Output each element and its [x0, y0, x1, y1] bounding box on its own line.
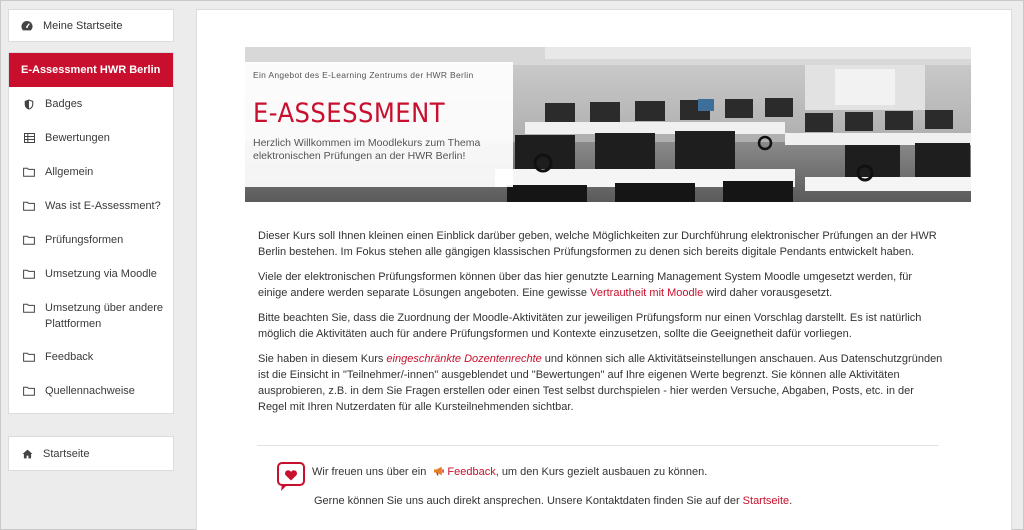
folder-icon — [23, 232, 35, 248]
content-divider — [257, 445, 939, 446]
paragraph-text: und können sich alle Aktivitätseinstellungen anschauen. Aus Datenschutzgründen ist die Einsicht in "Teilnehmer/-innen" ausgeblendet und "Bewertungen" auf Ihre eigenen Werte begrenzt. Sie können alle Aktivitäten ausprobieren, z.B. in dem Sie Fragen erstellen oder einen Test selbst durchspielen - hier werden Versuche, Abgaben, Posts, etc. in der Regel mit Ihren Nutzerdaten für alle Kursteilnehmenden sichtbar. — [258, 353, 943, 413]
folder-icon — [23, 383, 35, 399]
home-icon — [21, 446, 33, 462]
feedback-link[interactable]: Feedback — [447, 466, 496, 478]
sidebar-item-label: Bewertungen — [45, 132, 110, 144]
sidebar — [8, 9, 174, 471]
site-home-card — [8, 436, 174, 471]
intro-paragraph-4 — [258, 351, 943, 415]
sidebar-item-label: Badges — [45, 98, 83, 110]
shield-icon — [23, 96, 35, 112]
sidebar-item-label: Quellennachweise — [45, 385, 135, 397]
main-content — [196, 9, 1012, 530]
my-home-link[interactable] — [8, 9, 174, 42]
site-home-label: Startseite — [43, 447, 90, 460]
startseite-link[interactable]: Startseite — [742, 495, 790, 507]
sidebar-item-label: Umsetzung über andere Plattformen — [45, 302, 164, 330]
sidebar-item-what-is-e-assessment[interactable] — [9, 189, 173, 223]
sidebar-item-badges[interactable] — [9, 87, 173, 121]
feedback-text: Gerne können Sie uns auch direkt ansprechen. Unsere Kontaktdaten finden Sie auf der — [314, 495, 743, 507]
folder-icon — [23, 164, 35, 180]
feedback-text: Wir freuen uns über ein — [312, 466, 430, 478]
sidebar-item-moodle-implementation[interactable] — [9, 257, 173, 291]
feedback-text: , um den Kurs gezielt ausbauen zu können. — [495, 466, 708, 478]
paragraph-text: Sie haben in diesem Kurs — [258, 353, 387, 365]
table-icon — [23, 130, 35, 146]
sidebar-item-other-platforms[interactable] — [9, 291, 173, 340]
sidebar-item-grades[interactable] — [9, 121, 173, 155]
dashboard-icon — [21, 18, 33, 34]
site-home-link[interactable] — [9, 437, 173, 470]
course-banner — [245, 47, 971, 202]
feedback-text: . — [789, 495, 793, 507]
course-title-link[interactable] — [9, 53, 173, 87]
banner-text-box — [245, 62, 513, 187]
my-home-label: Meine Startseite — [43, 19, 123, 32]
banner-tagline: Ein Angebot des E-Learning Zentrums der HWR Berlin — [253, 70, 474, 80]
intro-paragraph-1: Dieser Kurs soll Ihnen kleinen einen Einblick darüber geben, welche Möglichkeiten zur Durchführung elektronischer Prüfungen an der HWR Berlin bestehen. Im Fokus stehen alle gängigen klassischen Prüfungsformen zu denen sich bereits digitale Pendants entwickelt haben. — [258, 230, 937, 258]
sidebar-item-label: Was ist E-Assessment? — [45, 200, 161, 212]
course-intro — [258, 228, 943, 424]
intro-paragraph-3: Bitte beachten Sie, dass die Zuordnung der Moodle-Aktivitäten zur jeweiligen Prüfungsform nur einen Vorschlag darstellt. Es ist natürlich möglich die Aktivitäten auch für andere Prüfungsformen und Kontexte einzusetzen, sollte die Geeignetheit dafür vorliegen. — [258, 312, 922, 340]
banner-subtitle: Herzlich Willkommen im Moodlekurs zum Thema elektronischen Prüfungen an der HWR Berlin! — [253, 137, 481, 162]
course-nav — [8, 52, 174, 414]
restricted-rights-text: eingeschränkte Dozentenrechte — [386, 353, 542, 365]
heart-chat-icon — [277, 462, 305, 492]
folder-icon — [23, 300, 35, 316]
sidebar-item-label: Feedback — [45, 351, 94, 363]
sidebar-item-label: Allgemein — [45, 166, 94, 178]
intro-paragraph-2 — [258, 269, 943, 301]
folder-icon — [23, 198, 35, 214]
sidebar-item-exam-formats[interactable] — [9, 223, 173, 257]
megaphone-icon — [433, 466, 445, 476]
feedback-line-1 — [312, 466, 707, 478]
sidebar-item-label: Umsetzung via Moodle — [45, 268, 157, 280]
folder-icon — [23, 266, 35, 282]
sidebar-item-sources[interactable] — [9, 374, 173, 413]
paragraph-text: Viele der elektronischen Prüfungsformen können über das hier genutzte Learning Management System Moodle umgesetzt werden, für einige andere werden separate Lösungen angeboten. Eine gewisse — [258, 271, 913, 299]
sidebar-item-label: Prüfungsformen — [45, 234, 124, 246]
feedback-line-2 — [314, 495, 792, 507]
sidebar-item-feedback[interactable] — [9, 340, 173, 374]
course-title-label: E-Assessment HWR Berlin — [21, 64, 161, 76]
folder-icon — [23, 349, 35, 365]
paragraph-text: wird daher vorausgesetzt. — [703, 287, 833, 299]
moodle-familiarity-link[interactable]: Vertrautheit mit Moodle — [590, 287, 704, 299]
banner-title: E-ASSESSMENT — [253, 98, 446, 129]
sidebar-item-general[interactable] — [9, 155, 173, 189]
